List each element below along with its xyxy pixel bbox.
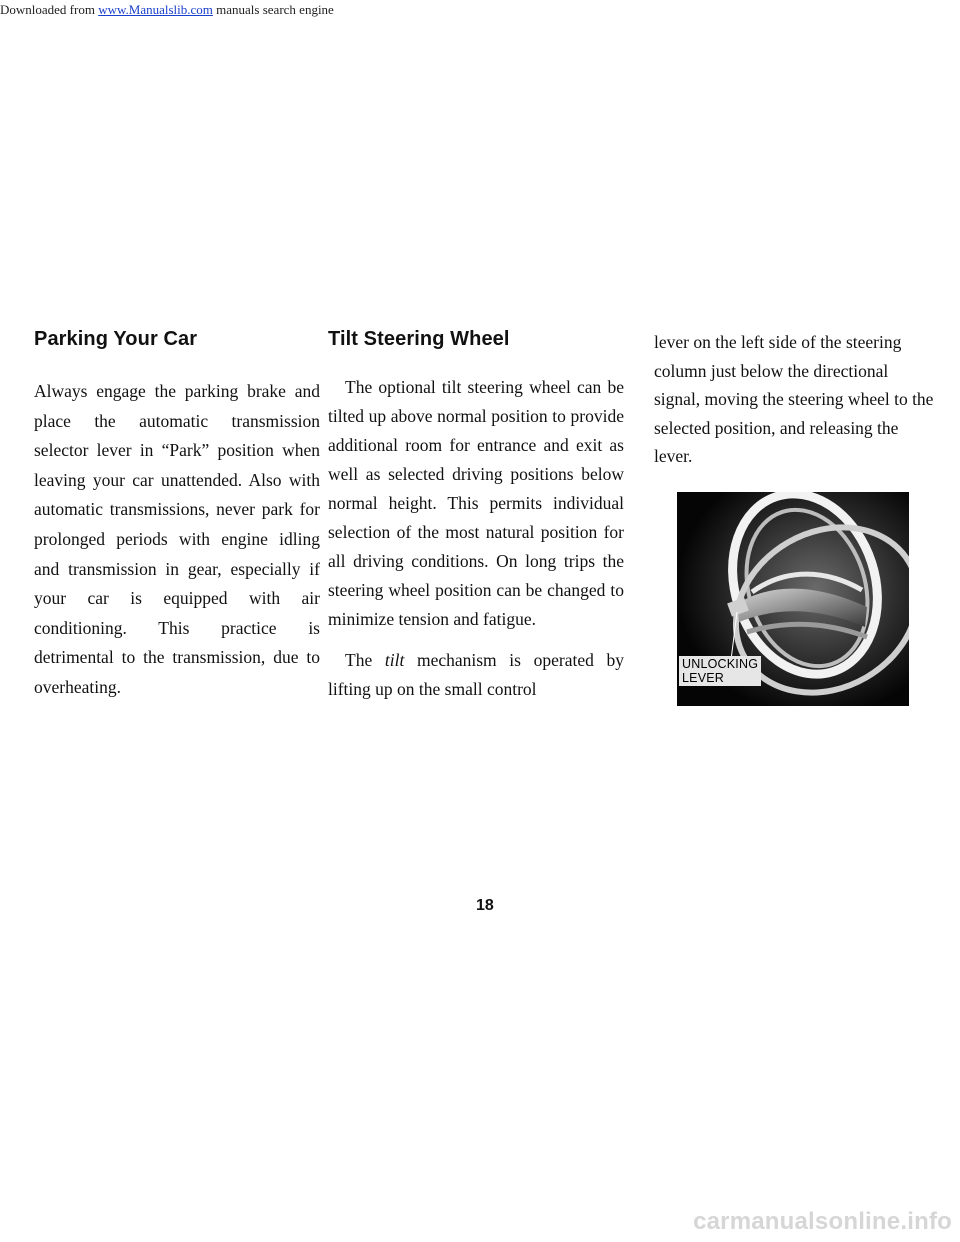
page-number: 18	[476, 897, 494, 914]
figure-label-line-2: LEVER	[682, 671, 724, 685]
figure-label-line-1: UNLOCKING	[682, 657, 759, 671]
watermark-tld: .info	[900, 1208, 952, 1235]
download-header	[0, 2, 334, 18]
watermark-main: carmanualsonline	[693, 1208, 901, 1235]
column-parking	[34, 328, 320, 703]
paragraph-continuation: lever on the left side of the steering column just below the directional signal, moving the steering wheel to the selected position, and releasing the lever.	[654, 332, 934, 467]
paragraph-tilt-1: The optional tilt steering wheel can be tilted up above normal position to provide additional room for entrance and exit as well as selected driving positions below normal height. This permits individual selection of the most natural position for all driving conditions. On long trips the steering wheel position can be changed to minimize tension and fatigue.	[328, 377, 624, 629]
paragraph-parking: Always engage the parking brake and place the automatic transmission selector lever in “Park” position when leaving your car unattended. Also with automatic transmissions, never park for prolonged periods with engine idling and transmission in gear, especially if your car is equipped with air conditioning. This practice is detrimental to the transmission, due to overheating.	[34, 381, 320, 697]
column-continuation	[654, 328, 934, 471]
heading-parking-your-car: Parking Your Car	[34, 328, 198, 350]
figure-label	[679, 656, 761, 686]
heading-tilt-steering-wheel: Tilt Steering Wheel	[328, 328, 510, 350]
header-suffix: manuals search engine	[212, 2, 334, 17]
manualslib-link[interactable]: www.Manualslib.com	[98, 2, 213, 17]
column-tilt-steering	[328, 328, 624, 704]
tilt-emphasis: tilt	[384, 650, 405, 670]
tilt-pre: The	[345, 650, 385, 670]
watermark-logo	[693, 1208, 952, 1236]
steering-wheel-photo	[677, 492, 909, 706]
header-prefix: Downloaded from	[0, 2, 99, 17]
tilt-post: mechanism is operated by lifting up on the small control	[328, 650, 624, 699]
paragraph-tilt-2	[328, 646, 624, 704]
